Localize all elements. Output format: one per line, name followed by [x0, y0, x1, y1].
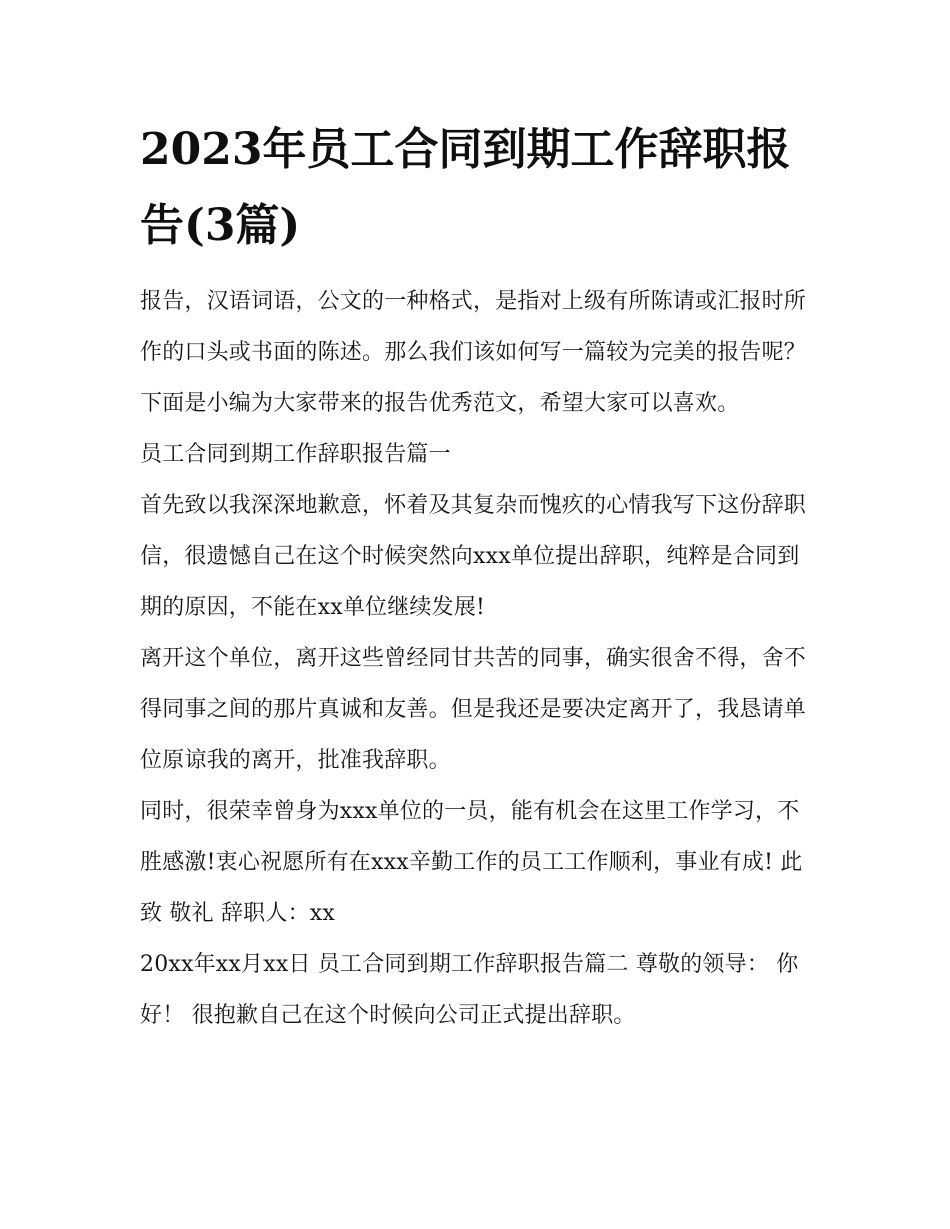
body-paragraph: 20xx年xx月xx日 员工合同到期工作辞职报告篇二 尊敬的领导： 你好！ 很抱歉自己在这个时候向公司正式提出辞职。 [140, 952, 799, 1028]
section-heading-1: 员工合同到期工作辞职报告篇一 [140, 442, 451, 467]
intro-paragraph: 报告，汉语词语，公文的一种格式，是指对上级有所陈请或汇报时所作的口头或书面的陈述。那么我们该如何写一篇较为完美的报告呢？下面是小编为大家带来的报告优秀范文，希望大家可以喜欢。 [140, 289, 807, 416]
document-title: 2023年员工合同到期工作辞职报告(3篇) [140, 124, 791, 251]
body-paragraph: 离开这个单位，离开这些曾经同甘共苦的同事，确实很舍不得，舍不得同事之间的那片真诚和友善。但是我还是要决定离开了，我恳请单位原谅我的离开，批准我辞职。 [140, 646, 807, 773]
body-paragraph: 首先致以我深深地歉意，怀着及其复杂而愧疚的心情我写下这份辞职信，很遗憾自己在这个时候突然向xxx单位提出辞职，纯粹是合同到期的原因，不能在xx单位继续发展! [140, 493, 807, 620]
document-body [140, 276, 820, 1041]
body-paragraph: 同时，很荣幸曾身为xxx单位的一员，能有机会在这里工作学习，不胜感激!衷心祝愿所有在xxx辛勤工作的员工工作顺利，事业有成! 此致 敬礼 辞职人：xx [140, 799, 803, 926]
